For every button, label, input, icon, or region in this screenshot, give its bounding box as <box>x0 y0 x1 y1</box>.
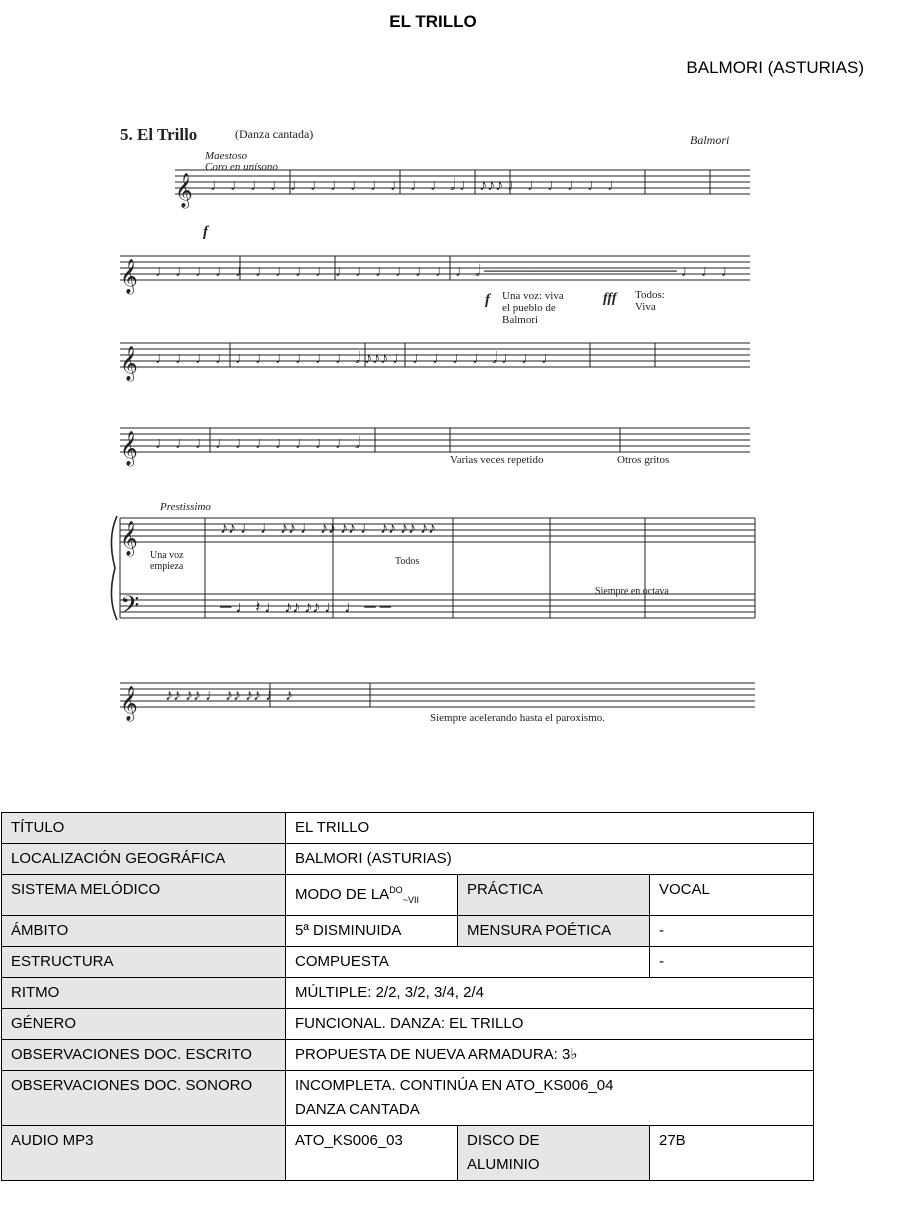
estructura-extra: - <box>650 947 814 978</box>
svg-text:♩ ♩ ♩ ♩ ♩ ♩ ♩ ♩ ♩ ♩ ♩ ♩ ♩ ♩: ♩ ♩ ♩ ♩ ♩ ♩ ♩ ♩ ♩ ♩ ♩ ♩ ♩ ♩ ♩ ♩ 𝅗𝅥 ───────────────── ♩ ♩ ♩ <box>155 263 737 280</box>
location-heading: BALMORI (ASTURIAS) <box>686 58 864 77</box>
table-row <box>2 947 814 978</box>
staff-5-bass <box>120 594 755 618</box>
dynamic-fff: fff <box>603 291 617 306</box>
svg-text:─ ♩ 𝄽 ♩ ♪♪ ♪♪ ♩: ─ ♩ 𝄽 ♩ ♪♪ ♪♪ ♩ ♩ ─ ─ <box>220 599 391 616</box>
obs-escrito-label: OBSERVACIONES DOC. ESCRITO <box>2 1040 286 1071</box>
svg-text:♩ ♩ ♩ ♩ ♩ ♩ ♩ ♩ ♩ ♩ ♩ ♩: ♩ ♩ ♩ ♩ ♩ ♩ ♩ ♩ ♩ ♩ ♩ ♩ 𝅗𝅥 ♩ ♪♪♪ ♩ ♩ ♩ ♩ ♩ ♩ <box>210 177 624 194</box>
table-row <box>2 1071 814 1126</box>
table-row <box>2 1009 814 1040</box>
tempo-coro: Coro en unísono <box>205 161 278 173</box>
svg-text:♩ ♩ ♩ ♩ ♩ ♩ ♩ ♩ ♩ ♩ 𝅗𝅥: ♩ ♩ ♩ ♩ ♩ ♩ ♩ ♩ ♩ ♩ 𝅗𝅥 ♪♪♪ ♩ ♩ ♩ ♩ ♩ 𝅗𝅥 ♩ ♩ ♩ <box>155 350 558 367</box>
repeat-text: Varias veces repetido <box>450 454 544 466</box>
table-row <box>2 916 814 947</box>
page-title: EL TRILLO <box>389 12 477 31</box>
sistema-sub: ~VII <box>402 895 419 905</box>
score-heading: 5. El Trillo <box>120 125 198 144</box>
obs-sonoro-cell <box>286 1071 814 1126</box>
disco-label-2: ALUMINIO <box>467 1156 540 1173</box>
svg-text:♩ ♩ ♩ ♩ ♩ ♩ ♩ ♩ ♩ ♩ 𝅗𝅥: ♩ ♩ ♩ ♩ ♩ ♩ ♩ ♩ ♩ ♩ 𝅗𝅥 <box>155 435 361 452</box>
solo-text-2: el pueblo de <box>502 302 556 314</box>
tempo-maestoso: Maestoso <box>205 150 248 162</box>
svg-text:f: f <box>485 292 490 308</box>
estructura-value: COMPUESTA <box>286 947 650 978</box>
svg-text:𝄞: 𝄞 <box>120 687 138 720</box>
sistema-label: SISTEMA MELÓDICO <box>2 875 286 916</box>
solo-text-3: Balmori <box>502 314 539 326</box>
practica-label: PRÁCTICA <box>458 875 650 916</box>
todos-label: Todos <box>395 556 420 567</box>
obs-sonoro-label: OBSERVACIONES DOC. SONORO <box>2 1071 286 1126</box>
table-row <box>2 875 814 916</box>
loc-value: BALMORI (ASTURIAS) <box>286 844 814 875</box>
sistema-value: MODO DE LA <box>295 886 390 903</box>
obs-sonoro-value-2: DANZA CANTADA <box>295 1101 420 1118</box>
treble-clef-icon: 𝄞 <box>175 174 193 207</box>
tutti-1: Todos: <box>635 289 665 301</box>
tutti-2: Viva <box>635 301 656 313</box>
svg-text:♪♪ ♩ ♩ ♪♪ ♩ ♪♪ ♪♪: ♪♪ ♩ ♩ ♪♪ ♩ ♪♪ ♪♪ ♩ ♪♪ ♪♪ ♪♪ <box>220 520 436 537</box>
mensura-label: MENSURA POÉTICA <box>458 916 650 947</box>
siempre-octava: Siempre en octava <box>595 586 669 597</box>
score-author: Balmori <box>690 133 730 147</box>
table-row <box>2 813 814 844</box>
table-row <box>2 844 814 875</box>
titulo-label: TÍTULO <box>2 813 286 844</box>
genero-value: FUNCIONAL. DANZA: EL TRILLO <box>286 1009 814 1040</box>
score-heading-sub: (Danza cantada) <box>235 127 314 141</box>
svg-text:𝄞: 𝄞 <box>120 522 138 555</box>
estructura-label: ESTRUCTURA <box>2 947 286 978</box>
bass-clef-icon: 𝄢 <box>120 592 140 625</box>
table-row <box>2 1126 814 1181</box>
svg-text:𝄞: 𝄞 <box>120 347 138 380</box>
ambito-value: 5ª DISMINUIDA <box>286 916 458 947</box>
svg-text:♪♪ ♪♪ ♩ ♪♪ ♪♪ ♩ ♪: ♪♪ ♪♪ ♩ ♪♪ ♪♪ ♩ ♪ <box>165 687 293 704</box>
final-text: Siempre acelerando hasta el paroxismo. <box>430 712 606 724</box>
una-voz-2: empieza <box>150 561 184 572</box>
practica-value: VOCAL <box>650 875 814 916</box>
metadata-table <box>1 812 814 1181</box>
audio-value: ATO_KS006_03 <box>286 1126 458 1181</box>
loc-label: LOCALIZACIÓN GEOGRÁFICA <box>2 844 286 875</box>
ritmo-value: MÚLTIPLE: 2/2, 3/2, 3/4, 2/4 <box>286 978 814 1009</box>
disco-label-cell <box>458 1126 650 1181</box>
ritmo-label: RITMO <box>2 978 286 1009</box>
dynamic-f: f <box>203 224 208 240</box>
svg-text:𝄞: 𝄞 <box>120 432 138 465</box>
otros-gritos: Otros gritos <box>617 454 670 466</box>
obs-sonoro-value-1: INCOMPLETA. CONTINÚA EN ATO_KS006_04 <box>295 1077 614 1094</box>
ambito-label: ÁMBITO <box>2 916 286 947</box>
disco-label-1: DISCO DE <box>467 1132 540 1149</box>
svg-text:𝄞: 𝄞 <box>120 260 138 293</box>
disco-value: 27B <box>650 1126 814 1181</box>
table-row <box>2 1040 814 1071</box>
titulo-value: EL TRILLO <box>286 813 814 844</box>
audio-label: AUDIO MP3 <box>2 1126 286 1181</box>
tempo-prestissimo: Prestissimo <box>160 501 211 513</box>
una-voz-1: Una voz <box>150 550 184 561</box>
sistema-sup: DO <box>389 885 403 895</box>
solo-text-1: Una voz: viva <box>502 290 564 302</box>
obs-escrito-value: PROPUESTA DE NUEVA ARMADURA: 3♭ <box>286 1040 814 1071</box>
table-row <box>2 978 814 1009</box>
sistema-cell <box>286 875 458 916</box>
genero-label: GÉNERO <box>2 1009 286 1040</box>
mensura-value: - <box>650 916 814 947</box>
staff-5-treble <box>120 518 755 542</box>
music-score <box>105 118 765 738</box>
